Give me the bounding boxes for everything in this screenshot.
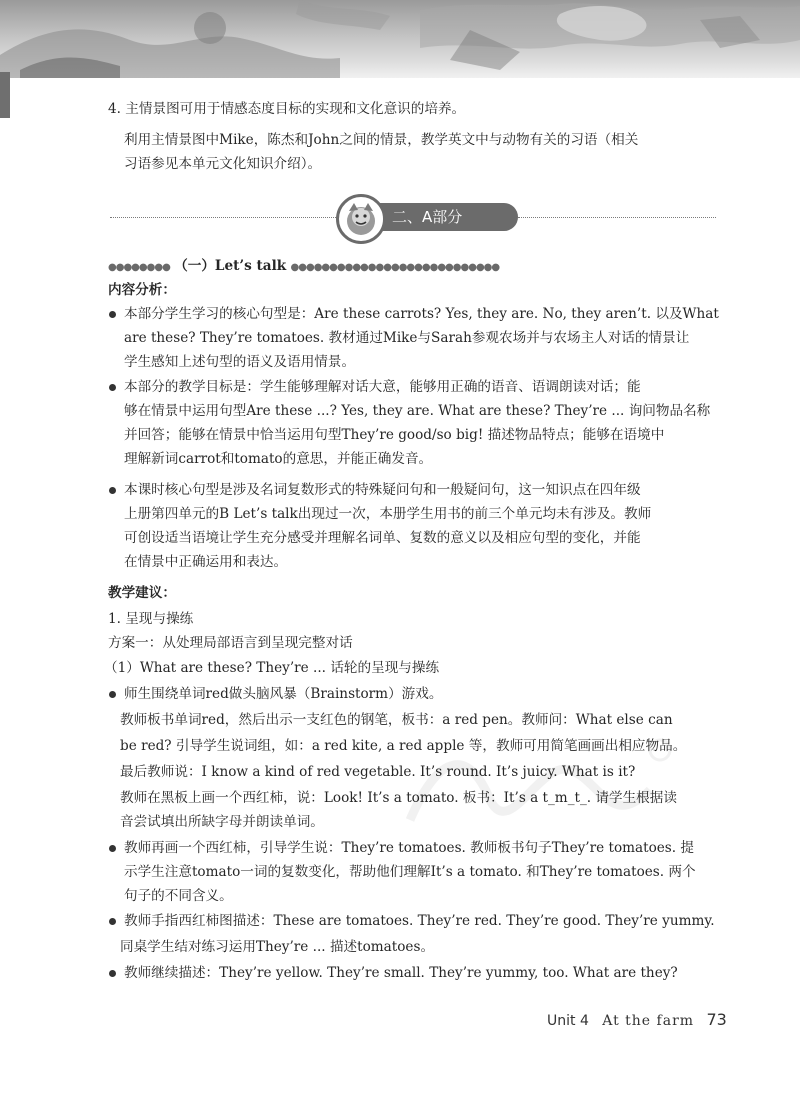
ts-bullet1-line1: 师生围绕单词red做头脑风暴（Brainstorm）游戏。 xyxy=(124,686,443,702)
ts-bullet1-line4: 最后教师说：I know a kind of red vegetable. It’s round. It’s juicy. What is it? xyxy=(120,764,636,780)
page-number: 73 xyxy=(706,1010,727,1029)
footer-unit: Unit 4 xyxy=(547,1013,589,1029)
subsection-title: Let’s talk xyxy=(214,258,287,274)
ca-bullet2-line2: 够在情景中运用句型Are these ...? Yes, they are. What are these? They’re ... 询问物品名称 xyxy=(124,403,711,419)
subsection-number: （一） xyxy=(174,258,215,274)
bullet-dot-icon xyxy=(109,845,116,852)
ts-bullet1-line3: be red? 引导学生说词组，如：a red kite, a red apple 等，教师可用简笔画画出相应物品。 xyxy=(120,738,687,754)
ca-bullet1-line1: 本部分学生学习的核心句型是：Are these carrots? Yes, they are. No, they aren’t. 以及What xyxy=(124,306,719,322)
section-title: 二、A部分 xyxy=(392,208,463,226)
section-divider-right xyxy=(518,217,716,218)
item4-line1: 利用主情景图中Mike，陈杰和John之间的情景，教学英文中与动物有关的习语（相关 xyxy=(124,132,639,148)
ts-bullet1-line5: 教师在黑板上画一个西红柿，说：Look! It’s a tomato. 板书：It’s a t_m_t_. 请学生根据读 xyxy=(120,790,677,806)
ca-bullet3-line3: 可创设适当语境让学生充分感受并理解名词单、复数的意义以及相应句型的变化，并能 xyxy=(124,530,641,546)
ca-bullet2-line3: 并回答；能够在情景中恰当运用句型They’re good/so big! 描述物品特点；能够在语境中 xyxy=(124,427,665,443)
ca-bullet2-line4: 理解新词carrot和tomato的意思，并能正确发音。 xyxy=(124,451,433,467)
ca-bullet1-line2: are these? They’re tomatoes. 教材通过Mike与Sarah参观农场并与农场主人对话的情景让 xyxy=(124,330,690,346)
dots-left: ●●●●●●●● xyxy=(108,262,170,273)
ts-bullet2-line2: 示学生注意tomato一词的复数变化，帮助他们理解It’s a tomato. 和They’re tomatoes. 两个 xyxy=(124,864,696,880)
dots-right: ●●●●●●●●●●●●●●●●●●●●●●●●●●● xyxy=(290,262,500,273)
watermark-decoration xyxy=(390,730,690,850)
item4-line2: 习语参见本单元文化知识介绍）。 xyxy=(124,156,322,172)
ca-bullet1-line3: 学生感知上述句型的语义及语用情景。 xyxy=(124,354,356,370)
bullet-dot-icon xyxy=(109,918,116,925)
ca-bullet2-line1: 本部分的教学目标是：学生能够理解对话大意，能够用正确的语音、语调朗读对话；能 xyxy=(124,379,641,395)
bullet-dot-icon xyxy=(109,691,116,698)
content-analysis-heading: 内容分析： xyxy=(108,282,176,298)
part1-heading: （1）What are these? They’re ... 话轮的呈现与操练 xyxy=(104,660,440,676)
ts-bullet2-line3: 句子的不同含义。 xyxy=(124,888,233,904)
page-footer xyxy=(547,1011,727,1030)
teaching-suggestions-heading: 教学建议： xyxy=(108,585,176,601)
ts-bullet4-line1: 教师继续描述：They’re yellow. They’re small. They’re yummy, too. What are they? xyxy=(124,965,678,981)
item4-title: 4. 主情景图可用于情感态度目标的实现和文化意识的培养。 xyxy=(108,101,466,117)
bullet-dot-icon xyxy=(109,311,116,318)
ts-bullet1-line2: 教师板书单词red，然后出示一支红色的钢笔，板书：a red pen。教师问：What else can xyxy=(120,712,673,728)
section-mascot-icon xyxy=(336,194,386,244)
section-divider-left xyxy=(110,217,336,218)
bullet-dot-icon xyxy=(109,970,116,977)
ca-bullet3-line4: 在情景中正确运用和表达。 xyxy=(124,554,288,570)
footer-title: At the farm xyxy=(602,1013,695,1029)
bullet-dot-icon xyxy=(109,487,116,494)
bullet-dot-icon xyxy=(109,384,116,391)
banner-illustration-icon xyxy=(0,0,800,78)
subsection-heading xyxy=(108,257,499,277)
ts-bullet2-line1: 教师再画一个西红柿，引导学生说：They’re tomatoes. 教师板书句子They’re tomatoes. 提 xyxy=(124,840,695,856)
plan1-heading: 方案一：从处理局部语言到呈现完整对话 xyxy=(108,635,353,651)
left-edge-tab xyxy=(0,72,10,118)
ts-bullet3-line2: 同桌学生结对练习运用They’re ... 描述tomatoes。 xyxy=(120,939,435,955)
header-banner xyxy=(0,0,800,78)
step1-heading: 1. 呈现与操练 xyxy=(108,611,194,627)
ts-bullet3-line1: 教师手指西红柿图描述：These are tomatoes. They’re red. They’re good. They’re yummy. xyxy=(124,913,715,929)
ts-bullet1-line6: 音尝试填出所缺字母并朗读单词。 xyxy=(120,814,324,830)
ca-bullet3-line2: 上册第四单元的B Let’s talk出现过一次，本册学生用书的前三个单元均未有涉及。教师 xyxy=(124,506,652,522)
ca-bullet3-line1: 本课时核心句型是涉及名词复数形式的特殊疑问句和一般疑问句，这一知识点在四年级 xyxy=(124,482,641,498)
